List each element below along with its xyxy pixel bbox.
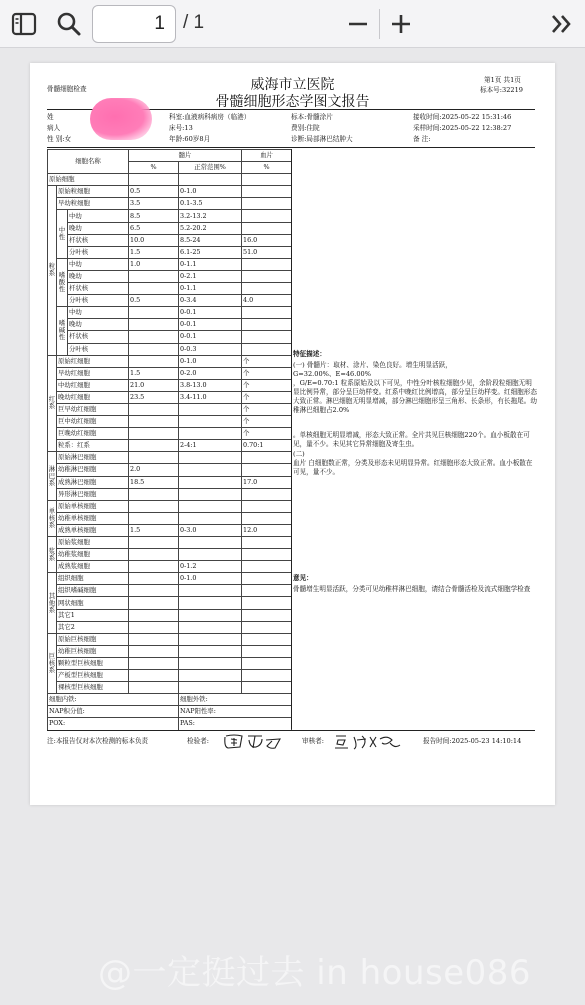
table-row — [48, 524, 292, 536]
page-total: / 1 — [183, 12, 205, 33]
cell-type-name: 原始单核细胞 — [57, 500, 129, 512]
cell-type-name: 原始淋巴细胞 — [57, 452, 129, 464]
report-title: 骨髓细胞形态学图文报告 — [215, 94, 370, 110]
features-line-3: ，G/E=0.70:1 粒系原始及以下可见，中性分叶核粒细胞少见，余阶段粒细胞无明显比例异常，部分呈巨幼样变。红系中晚红比例增高，部分呈巨幼样变。红细胞形态大致正常。淋巴细胞无明显增减，部分淋巴细胞形呈三角形、长条形，有长拖尾。幼稚淋巴细胞占2.0% — [293, 379, 537, 414]
table-row — [48, 198, 292, 210]
cell-type-name: 原始浆细胞 — [57, 537, 129, 549]
bm-percent-value: 3.5 — [129, 198, 179, 210]
subgroup-label: 嗜酸性 — [57, 258, 68, 306]
table-row — [48, 343, 292, 355]
pb-percent-value — [242, 319, 292, 331]
group-label: 粒系 — [48, 186, 57, 355]
pb-percent-value: 4.0 — [242, 295, 292, 307]
table-row — [48, 270, 292, 282]
hospital-name: 威海市立医院 — [250, 77, 335, 93]
table-row — [48, 718, 292, 730]
cell-type-name: 幼稚单核细胞 — [57, 512, 129, 524]
normal-range-value — [179, 585, 242, 597]
normal-range-value: 0-1.0 — [179, 573, 242, 585]
bm-percent-value: 21.0 — [129, 379, 179, 391]
features-line-1: (一) 骨髓片：取材、涂片、染色良好。增生明显活跃， — [293, 361, 452, 369]
page-info: 第1页 共1页 — [484, 76, 521, 84]
cell-type-name: 幼稚淋巴细胞 — [57, 464, 129, 476]
normal-range-value: 3.4-11.0 — [179, 391, 242, 403]
table-row — [48, 331, 292, 343]
pb-percent-value — [242, 222, 292, 234]
table-row — [48, 246, 292, 258]
zoom-out-icon[interactable] — [345, 12, 371, 36]
bm-percent-value: 23.5 — [129, 391, 179, 403]
normal-range-value — [179, 645, 242, 657]
opinion-text: 骨髓增生明显活跃，分类可见幼稚样淋巴细胞，请结合骨髓活检及流式细胞学检查 — [293, 585, 531, 593]
bm-percent-value: 10.0 — [129, 234, 179, 246]
bm-percent-value — [129, 343, 179, 355]
header-normal-range: 正常范围% — [179, 162, 242, 174]
bm-percent-value — [129, 331, 179, 343]
table-row — [48, 464, 292, 476]
bm-percent-value: 0.5 — [129, 186, 179, 198]
tester-label: 检验者: — [187, 737, 210, 745]
table-row — [48, 500, 292, 512]
bm-percent-value: 0.5 — [129, 295, 179, 307]
pb-percent-value: 51.0 — [242, 246, 292, 258]
toolbar-divider — [379, 9, 380, 39]
table-row — [48, 452, 292, 464]
table-row — [48, 295, 292, 307]
normal-range-value: 3.2-13.2 — [179, 210, 242, 222]
department: 科室:血液病科病房（临港） — [169, 113, 251, 121]
pb-percent-value: 个 — [242, 403, 292, 415]
pb-percent-value — [242, 488, 292, 500]
table-row — [48, 561, 292, 573]
bm-percent-value — [129, 682, 179, 694]
pb-percent-value — [242, 452, 292, 464]
pb-percent-value — [242, 682, 292, 694]
pb-percent-value: 个 — [242, 379, 292, 391]
features-line-2: G=32.00%、E=46.00% — [293, 370, 372, 378]
bed-number: 床号:13 — [169, 124, 193, 132]
normal-range-value: 0-1.2 — [179, 561, 242, 573]
bm-percent-value — [129, 549, 179, 561]
pb-percent-value — [242, 609, 292, 621]
tester-signature — [220, 731, 292, 753]
pb-percent-value — [242, 331, 292, 343]
header-pb-percent: % — [242, 162, 292, 174]
normal-range-value — [179, 403, 242, 415]
bm-percent-value: 2.0 — [129, 464, 179, 476]
table-row — [48, 597, 292, 609]
collect-time: 采样时间:2025-05-22 12:38:27 — [413, 124, 512, 132]
bm-percent-value: 18.5 — [129, 476, 179, 488]
normal-range-value — [179, 500, 242, 512]
normal-range-value: 0-2.1 — [179, 270, 242, 282]
normal-range-value: 0-1.1 — [179, 283, 242, 295]
cell-type-name: 分叶核 — [68, 246, 129, 258]
pb-percent-value: 个 — [242, 416, 292, 428]
bm-percent-value: 1.5 — [129, 246, 179, 258]
normal-range-value: 0-0.3 — [179, 343, 242, 355]
cell-type-name: 粒系：红系 — [57, 440, 129, 452]
pb-percent-value — [242, 621, 292, 633]
bm-percent-value: 1.5 — [129, 524, 179, 536]
normal-range-value: 5.2-20.2 — [179, 222, 242, 234]
table-row — [48, 512, 292, 524]
header-cell-name: 细胞名称 — [48, 150, 129, 174]
pb-percent-value — [242, 670, 292, 682]
cell-type-name: 产板型巨核细胞 — [57, 670, 129, 682]
cell-empty — [179, 174, 242, 186]
cell-type-name: 中幼 — [68, 210, 129, 222]
table-row — [48, 234, 292, 246]
bm-percent-value: 8.5 — [129, 210, 179, 222]
bm-percent-value — [129, 428, 179, 440]
pb-percent-value — [242, 283, 292, 295]
normal-range-value — [179, 464, 242, 476]
table-row — [48, 222, 292, 234]
bm-percent-value — [129, 621, 179, 633]
pb-percent-value — [242, 537, 292, 549]
cell-type-name: 早幼红细胞 — [57, 367, 129, 379]
normal-range-value — [179, 476, 242, 488]
reviewer-label: 审核者: — [302, 737, 325, 745]
normal-range-value: 0-2.0 — [179, 367, 242, 379]
bm-percent-value — [129, 670, 179, 682]
pb-percent-value — [242, 645, 292, 657]
search-icon[interactable] — [55, 10, 83, 38]
normal-range-value — [179, 670, 242, 682]
report-time: 报告时间:2025-05-23 14:10:14 — [423, 737, 522, 745]
cell-type-name: 杆状核 — [68, 283, 129, 295]
group-label: 淋巴系 — [48, 452, 57, 500]
cell-type-name: 成熟淋巴细胞 — [57, 476, 129, 488]
cell-type-name: 中幼 — [68, 258, 129, 270]
stain-label-left: 细胞内铁: — [48, 694, 179, 706]
normal-range-value: 0.1-3.5 — [179, 198, 242, 210]
pb-percent-value — [242, 549, 292, 561]
table-row — [48, 573, 292, 585]
reviewer-signature — [332, 731, 404, 753]
cell-type-name: 其它1 — [57, 609, 129, 621]
table-row — [48, 645, 292, 657]
normal-range-value — [179, 621, 242, 633]
table-row — [48, 403, 292, 415]
page-number-input[interactable]: 1 — [92, 5, 176, 43]
table-row — [48, 476, 292, 488]
pb-percent-value — [242, 186, 292, 198]
bm-percent-value — [129, 319, 179, 331]
pb-percent-value — [242, 307, 292, 319]
normal-range-value — [179, 512, 242, 524]
bm-percent-value — [129, 500, 179, 512]
normal-range-value: 0-3.0 — [179, 524, 242, 536]
features-line-6: 血片 白细胞数正常，分类及形态未见明显异常。红细胞形态大致正常。血小板散在可见，量不少。 — [293, 459, 533, 476]
normal-range-value — [179, 597, 242, 609]
pb-percent-value: 16.0 — [242, 234, 292, 246]
normal-range-value: 0-1.1 — [179, 258, 242, 270]
table-row — [48, 416, 292, 428]
left-header: 骨髓细胞检查 — [47, 85, 87, 93]
patient-name-label: 姓 — [47, 113, 54, 121]
bm-percent-value — [129, 403, 179, 415]
pb-percent-value — [242, 270, 292, 282]
table-row — [48, 682, 292, 694]
normal-range-value — [179, 682, 242, 694]
normal-range-value: 0-0.1 — [179, 319, 242, 331]
cell-empty — [242, 174, 292, 186]
cell-type-name: 晚幼红细胞 — [57, 391, 129, 403]
table-row — [48, 609, 292, 621]
specimen-number: 标本号:32219 — [480, 86, 523, 94]
bm-percent-value: 6.5 — [129, 222, 179, 234]
cell-type-name: 幼稚浆细胞 — [57, 549, 129, 561]
cell-type-name: 组织细胞 — [57, 573, 129, 585]
table-row — [48, 174, 292, 186]
cell-type-name: 原始粒细胞 — [57, 186, 129, 198]
pb-percent-value — [242, 464, 292, 476]
cell-type-name: 其它2 — [57, 621, 129, 633]
normal-range-value: 2-4:1 — [179, 440, 242, 452]
pb-percent-value — [242, 258, 292, 270]
cell-type-name: 巨中幼红细胞 — [57, 416, 129, 428]
stain-label-right: 细胞外铁: — [179, 694, 292, 706]
pb-percent-value: 个 — [242, 367, 292, 379]
normal-range-value — [179, 657, 242, 669]
remark: 备 注: — [413, 135, 431, 143]
bm-percent-value: 1.0 — [129, 258, 179, 270]
specimen-type: 标本:骨髓涂片 — [291, 113, 333, 121]
normal-range-value — [179, 633, 242, 645]
bm-percent-value — [129, 537, 179, 549]
cell-type-name: 成熟单核细胞 — [57, 524, 129, 536]
redaction-mark — [90, 98, 152, 140]
cell-type-name: 中幼 — [68, 307, 129, 319]
features-line-4: 。单核细胞无明显增减，形态大致正常。全片共见巨核细胞220个。血小板散在可见，量不少。未见其它异常细胞及寄生虫。 — [293, 431, 530, 448]
table-row — [48, 319, 292, 331]
cell-type-name: 裸核型巨核细胞 — [57, 682, 129, 694]
normal-range-value — [179, 488, 242, 500]
pb-percent-value — [242, 585, 292, 597]
cell-count-table — [47, 149, 292, 731]
pb-percent-value: 0.70:1 — [242, 440, 292, 452]
table-row — [48, 307, 292, 319]
table-row — [48, 549, 292, 561]
table-row — [48, 657, 292, 669]
bm-percent-value — [129, 585, 179, 597]
pb-percent-value — [242, 657, 292, 669]
normal-range-value: 0-3.4 — [179, 295, 242, 307]
bm-percent-value — [129, 270, 179, 282]
cell-type-name: 巨早幼红细胞 — [57, 403, 129, 415]
table-row — [48, 391, 292, 403]
report-page — [30, 63, 555, 805]
table-row — [48, 537, 292, 549]
table-row — [48, 355, 292, 367]
bm-percent-value — [129, 355, 179, 367]
fee-type: 费别:住院 — [291, 124, 320, 132]
normal-range-value: 0-1.0 — [179, 355, 242, 367]
normal-range-value: 0-0.1 — [179, 307, 242, 319]
cell-type-name: 晚幼 — [68, 270, 129, 282]
cell-type-name: 中幼红细胞 — [57, 379, 129, 391]
normal-range-value: 3.8-13.0 — [179, 379, 242, 391]
pb-percent-value — [242, 573, 292, 585]
table-row — [48, 210, 292, 222]
diagnosis: 诊断:局部淋巴结肿大 — [291, 135, 353, 143]
pb-percent-value — [242, 633, 292, 645]
pb-percent-value — [242, 210, 292, 222]
cell-type-name: 早幼粒细胞 — [57, 198, 129, 210]
pb-percent-value: 个 — [242, 428, 292, 440]
row-blast-cells: 原始细胞 — [48, 174, 129, 186]
subgroup-label: 中性 — [57, 210, 68, 258]
chevron-double-right-icon[interactable] — [547, 12, 575, 36]
table-row — [48, 428, 292, 440]
cell-type-name: 杆状核 — [68, 331, 129, 343]
group-label: 单核系 — [48, 500, 57, 536]
normal-range-value — [179, 537, 242, 549]
table-row — [48, 621, 292, 633]
bm-percent-value — [129, 609, 179, 621]
normal-range-value — [179, 416, 242, 428]
header-bm-percent: % — [129, 162, 179, 174]
table-row — [48, 283, 292, 295]
table-row — [48, 585, 292, 597]
bm-percent-value — [129, 488, 179, 500]
cell-type-name: 组织嗜碱细胞 — [57, 585, 129, 597]
bm-percent-value — [129, 657, 179, 669]
group-label: 其他系 — [48, 573, 57, 633]
table-row — [48, 633, 292, 645]
bm-percent-value — [129, 512, 179, 524]
cell-type-name: 成熟浆细胞 — [57, 561, 129, 573]
info-rule — [47, 147, 535, 148]
cell-type-name: 幼稚巨核细胞 — [57, 645, 129, 657]
table-row — [48, 258, 292, 270]
stain-label-right: PAS: — [179, 718, 292, 730]
cell-type-name: 原始红细胞 — [57, 355, 129, 367]
bm-percent-value — [129, 307, 179, 319]
pb-percent-value — [242, 500, 292, 512]
table-row — [48, 706, 292, 718]
bm-percent-value — [129, 440, 179, 452]
bm-percent-value — [129, 452, 179, 464]
cell-type-name: 杆状核 — [68, 234, 129, 246]
bm-percent-value — [129, 645, 179, 657]
header-bone-marrow: 髓片 — [129, 150, 242, 162]
stain-label-left: POX: — [48, 718, 179, 730]
cell-type-name: 晚幼 — [68, 222, 129, 234]
bm-percent-value — [129, 573, 179, 585]
pb-percent-value: 个 — [242, 355, 292, 367]
subgroup-label: 嗜碱性 — [57, 307, 68, 355]
normal-range-value: 0-0.1 — [179, 331, 242, 343]
patient-label: 病人 — [47, 124, 61, 132]
header-blood: 血片 — [242, 150, 292, 162]
bm-percent-value: 1.5 — [129, 367, 179, 379]
group-label: 巨核系 — [48, 633, 57, 693]
cell-type-name: 网状细胞 — [57, 597, 129, 609]
cell-type-name: 晚幼 — [68, 319, 129, 331]
normal-range-value: 0-1.0 — [179, 186, 242, 198]
cell-empty — [129, 174, 179, 186]
zoom-in-icon[interactable] — [388, 12, 414, 36]
cell-type-name: 分叶核 — [68, 295, 129, 307]
sidebar-toggle-icon[interactable] — [10, 11, 38, 37]
bm-percent-value — [129, 561, 179, 573]
normal-range-value — [179, 609, 242, 621]
normal-range-value — [179, 549, 242, 561]
features-line-5: (二) — [293, 450, 305, 458]
features-heading: 特征描述： — [293, 350, 326, 358]
normal-range-value — [179, 452, 242, 464]
gender-age: 性 别:女 — [47, 135, 72, 143]
stain-label-left: NAP积分值: — [48, 706, 179, 718]
table-row — [48, 150, 292, 162]
table-row — [48, 367, 292, 379]
disclaimer: 注:本报告仅对本次检测的标本负责 — [47, 737, 149, 745]
pb-percent-value: 17.0 — [242, 476, 292, 488]
pb-percent-value: 个 — [242, 391, 292, 403]
table-row — [48, 670, 292, 682]
column-divider — [291, 149, 292, 729]
opinion-heading: 意见： — [293, 574, 313, 582]
bm-percent-value — [129, 416, 179, 428]
group-label: 红系 — [48, 355, 57, 452]
pb-percent-value: 12.0 — [242, 524, 292, 536]
table-row — [48, 694, 292, 706]
table-row — [48, 186, 292, 198]
stain-label-right: NAP阳性率: — [179, 706, 292, 718]
table-row — [48, 488, 292, 500]
cell-type-name: 分叶核 — [68, 343, 129, 355]
cell-type-name: 巨晚幼红细胞 — [57, 428, 129, 440]
pdf-toolbar — [0, 0, 585, 48]
table-row — [48, 440, 292, 452]
bm-percent-value — [129, 597, 179, 609]
pb-percent-value — [242, 198, 292, 210]
normal-range-value: 6.1-25 — [179, 246, 242, 258]
normal-range-value — [179, 428, 242, 440]
age: 年龄:60岁8月 — [169, 135, 211, 143]
bm-percent-value — [129, 633, 179, 645]
normal-range-value: 8.5-24 — [179, 234, 242, 246]
receive-time: 接收时间:2025-05-22 15:31:46 — [413, 113, 512, 121]
cell-type-name: 颗粒型巨核细胞 — [57, 657, 129, 669]
pb-percent-value — [242, 561, 292, 573]
pb-percent-value — [242, 512, 292, 524]
cell-type-name: 原始巨核细胞 — [57, 633, 129, 645]
table-row — [48, 379, 292, 391]
watermark: @一定挺过去 in house086 — [98, 953, 532, 993]
cell-type-name: 异形淋巴细胞 — [57, 488, 129, 500]
pb-percent-value — [242, 597, 292, 609]
pb-percent-value — [242, 343, 292, 355]
group-label: 浆系 — [48, 537, 57, 573]
bm-percent-value — [129, 283, 179, 295]
